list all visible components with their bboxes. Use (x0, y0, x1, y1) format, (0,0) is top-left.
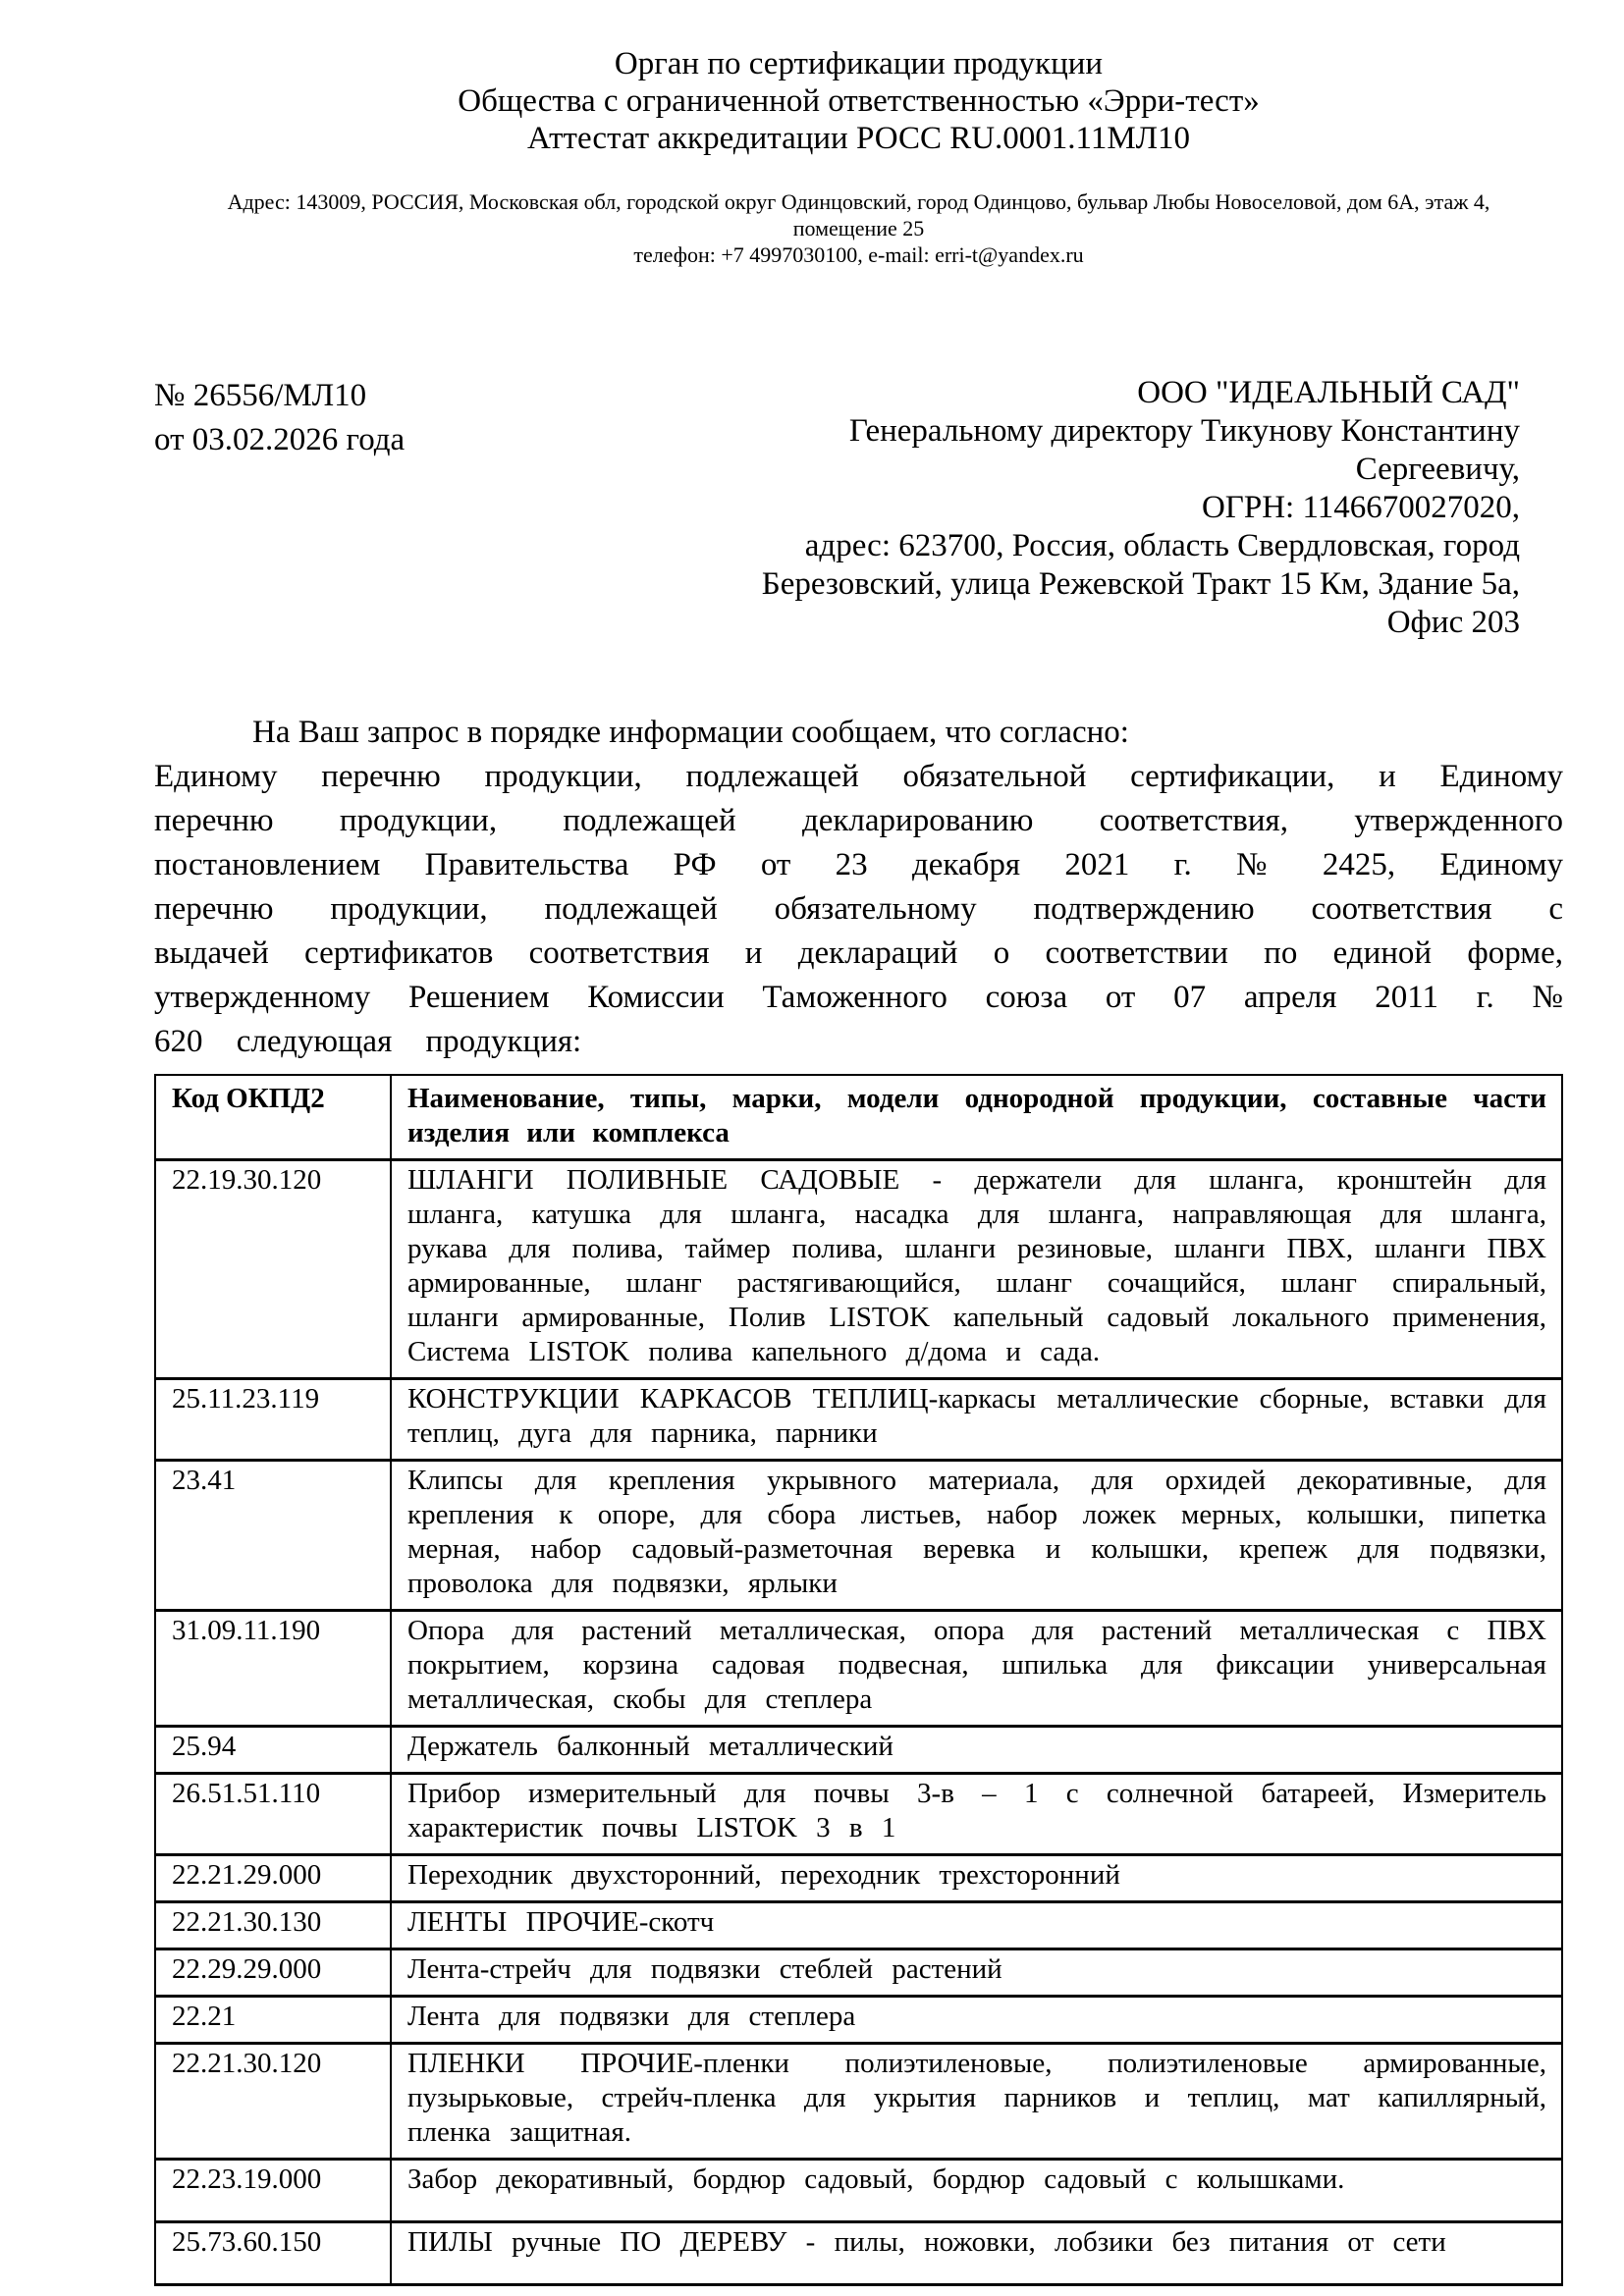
okpd2-code-cell: 25.11.23.119 (155, 1379, 391, 1461)
okpd2-code-cell: 22.21.30.130 (155, 1902, 391, 1949)
accreditation-certificate: Аттестат аккредитации РОСС RU.0001.11МЛ10 (526, 121, 1191, 156)
table-row (155, 1611, 1562, 1727)
table-row (155, 1727, 1562, 1774)
recipient-line: Сергеевичу, (1355, 452, 1520, 487)
table-row (155, 1379, 1562, 1461)
product-description-cell: Опора для растений металлическая, опора для растений металлическая с ПВХ покрытием, корзина садовая подвесная, шпилька для фиксации универсальная металлическая, скобы для степлера (391, 1611, 1562, 1727)
product-description-cell: ПЛЕНКИ ПРОЧИЕ-пленки полиэтиленовые, полиэтиленовые армированные, пузырьковые, стрейч-пленка для укрытия парников и теплиц, мат капиллярный, пленка защитная. (391, 2044, 1562, 2160)
product-description-cell: Держатель балконный металлический (391, 1727, 1562, 1774)
letter-reference (154, 374, 405, 462)
organization-address: Адрес: 143009, РОССИЯ, Московская обл, городской округ Одинцовский, город Одинцово, бульвар Любы Новоселовой, дом 6А, этаж 4, помещение 25 (227, 189, 1490, 240)
okpd2-code-cell: 25.94 (155, 1727, 391, 1774)
table-row (155, 1774, 1562, 1855)
certification-body-title: Орган по сертификации продукции (614, 46, 1104, 81)
product-description-cell: ПИЛЫ ручные ПО ДЕРЕВУ - пилы, ножовки, лобзики без питания от сети (391, 2222, 1562, 2285)
product-description-cell: Клипсы для крепления укрывного материала, для орхидей декоративные, для крепления к опоре, для сбора листьев, набор ложек мерных, колышки, пипетка мерная, набор садовый-разметочная веревка и колышки, крепеж для подвязки, проволока для подвязки, ярлыки (391, 1461, 1562, 1611)
product-description-cell: Переходник двухсторонний, переходник трехсторонний (391, 1855, 1562, 1902)
table-row (155, 1461, 1562, 1611)
product-description-cell: ШЛАНГИ ПОЛИВНЫЕ САДОВЫЕ - держатели для шланга, кронштейн для шланга, катушка для шланга, насадка для шланга, направляющая для шланга, рукава для полива, таймер полива, шланги резиновые, шланги ПВХ, шланги ПВХ армированные, шланг растягивающийся, шланг сочащийся, шланг спиральный, шланги армированные, Полив LISTOK капельный садовый локального применения, Система LISTOK полива капельного д/дома и сада. (391, 1160, 1562, 1379)
okpd2-code-cell: 22.21.29.000 (155, 1855, 391, 1902)
table-header-row (155, 1075, 1562, 1160)
product-description-cell: Лента для подвязки для степлера (391, 1997, 1562, 2044)
product-description-cell: Прибор измерительный для почвы 3-в – 1 с солнечной батареей, Измеритель характеристик почвы LISTOK 3 в 1 (391, 1774, 1562, 1855)
intro-line: На Ваш запрос в порядке информации сообщаем, что согласно: (252, 715, 1129, 750)
table-row (155, 1997, 1562, 2044)
table-row (155, 1949, 1562, 1997)
product-description-cell: ЛЕНТЫ ПРОЧИЕ-скотч (391, 1902, 1562, 1949)
main-paragraph: Единому перечню продукции, подлежащей обязательной сертификации, и Единому перечню продукции, подлежащей декларированию соответствия, утвержденного постановлением Правительства РФ от 23 декабря 2021 г. № 2425, Единому перечню продукции, подлежащей обязательному подтверждению соответствия с выдачей сертификатов соответствия и деклараций о соответствии по единой форме, утвержденному Решением Комиссии Таможенного союза от 07 апреля 2011 г. № 620 следующая продукция: (154, 759, 1563, 1059)
okpd2-code-cell: 25.73.60.150 (155, 2222, 391, 2285)
recipient-address-block (405, 374, 1563, 642)
table-row (155, 1902, 1562, 1949)
organization-name: Общества с ограниченной ответственностью «Эрри-тест» (458, 83, 1260, 119)
product-description-cell: Забор декоративный, бордюр садовый, бордюр садовый с колышками. (391, 2160, 1562, 2222)
organization-contact: телефон: +7 4997030100, e-mail: erri-t@yandex.ru (633, 242, 1084, 267)
table-row (155, 1855, 1562, 1902)
okpd2-code-cell: 22.19.30.120 (155, 1160, 391, 1379)
table-row (155, 2160, 1562, 2222)
letter-number: № 26556/МЛ10 (154, 378, 367, 413)
reference-recipient-row (154, 374, 1563, 642)
recipient-line: Генеральному директору Тикунову Константину (848, 413, 1520, 449)
okpd2-code-cell: 22.21 (155, 1997, 391, 2044)
okpd2-code-cell: 26.51.51.110 (155, 1774, 391, 1855)
table-row (155, 2044, 1562, 2160)
okpd2-code-cell: 31.09.11.190 (155, 1611, 391, 1727)
product-description-cell: КОНСТРУКЦИИ КАРКАСОВ ТЕПЛИЦ-каркасы металлические сборные, вставки для теплиц, дуга для парника, парники (391, 1379, 1562, 1461)
letterhead (154, 45, 1563, 268)
recipient-line: ООО "ИДЕАЛЬНЫЙ САД" (1137, 375, 1520, 410)
letter-date: от 03.02.2026 года (154, 422, 406, 457)
okpd2-code-cell: 23.41 (155, 1461, 391, 1611)
recipient-line: Березовский, улица Режевской Тракт 15 Км, Здание 5а, (761, 566, 1520, 602)
product-description-cell: Лента-стрейч для подвязки стеблей растений (391, 1949, 1562, 1997)
recipient-line: ОГРН: 1146670027020, (1201, 490, 1520, 525)
table-row (155, 1160, 1562, 1379)
product-table (154, 1074, 1563, 2286)
okpd2-code-cell: 22.21.30.120 (155, 2044, 391, 2160)
column-header-okpd2-code: Код ОКПД2 (155, 1075, 391, 1160)
table-row (155, 2222, 1562, 2285)
recipient-line: адрес: 623700, Россия, область Свердловская, город (804, 528, 1520, 563)
column-header-product-name: Наименование, типы, марки, модели однородной продукции, составные части изделия или комплекса (391, 1075, 1562, 1160)
recipient-line: Офис 203 (1386, 605, 1520, 640)
okpd2-code-cell: 22.29.29.000 (155, 1949, 391, 1997)
okpd2-code-cell: 22.23.19.000 (155, 2160, 391, 2222)
